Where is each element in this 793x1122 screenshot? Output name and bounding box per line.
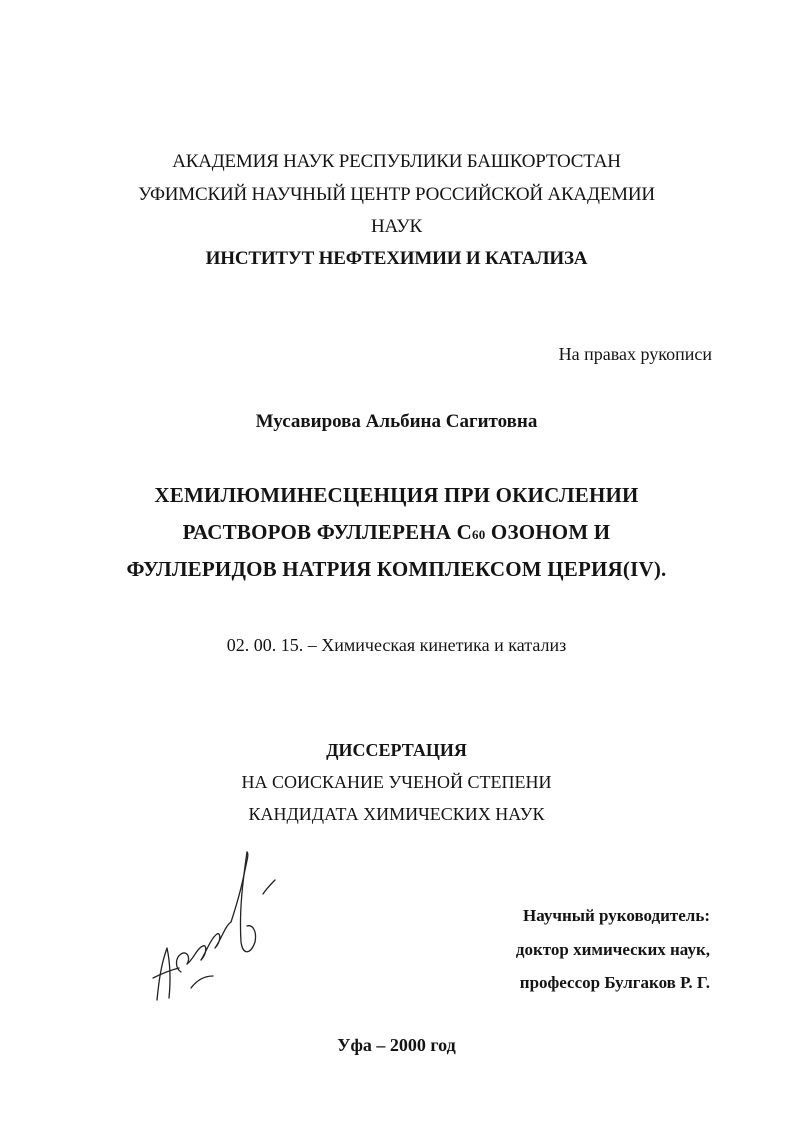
dissertation-title-line3: ФУЛЛЕРИДОВ НАТРИЯ КОМПЛЕКСОМ ЦЕРИЯ(IV). (126, 557, 667, 581)
degree-line2: КАНДИДАТА ХИМИЧЕСКИХ НАУК (248, 804, 545, 824)
research-center-name: УФИМСКИЙ НАУЧНЫЙ ЦЕНТР РОССИЙСКОЙ АКАДЕМИИ (138, 184, 655, 205)
manuscript-note: На правах рукописи (558, 344, 712, 364)
institute-name: ИНСТИТУТ НЕФТЕХИМИИ И КАТАЛИЗА (205, 248, 588, 269)
supervisor-degree: доктор химических наук, (515, 940, 710, 959)
title-line2-start: РАСТВОРОВ ФУЛЛЕРЕНА С (182, 520, 473, 544)
supervisor-label: Научный руководитель: (523, 906, 710, 925)
academy-name: АКАДЕМИЯ НАУК РЕСПУБЛИКИ БАШКОРТОСТАН (172, 151, 621, 172)
specialty-code: 02. 00. 15. – Химическая кинетика и катализ (226, 635, 567, 655)
supervisor-name: профессор Булгаков Р. Г. (519, 973, 710, 992)
handwritten-signature-icon (145, 850, 290, 1010)
fullerene-subscript: 60 (472, 527, 486, 542)
place-and-year: Уфа – 2000 год (337, 1035, 456, 1055)
dissertation-heading: ДИССЕРТАЦИЯ (326, 740, 467, 760)
dissertation-title-line2 (0, 522, 793, 543)
research-center-name-cont: НАУК (370, 216, 423, 237)
dissertation-title-line1: ХЕМИЛЮМИНЕСЦЕНЦИЯ ПРИ ОКИСЛЕНИИ (154, 483, 639, 507)
title-line2-end: ОЗОНОМ И (485, 520, 611, 544)
degree-line1: НА СОИСКАНИЕ УЧЕНОЙ СТЕПЕНИ (241, 772, 552, 792)
author-name: Мусавирова Альбина Сагитовна (255, 411, 538, 432)
